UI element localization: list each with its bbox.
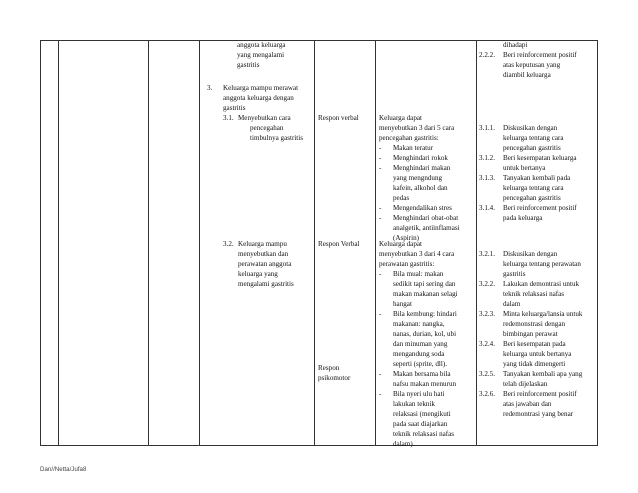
standard-1-item: kafein, alkohol dan — [393, 184, 448, 192]
intervention-text: pencegahan gastritis — [503, 194, 561, 202]
intervention-text: yang tidak dimengerti — [503, 360, 566, 368]
intervention-number: 3.2.1. — [479, 250, 495, 258]
standard-2-item: makan makanan selagi — [393, 290, 458, 298]
intervention-text: Tanyakan kembali apa yang — [503, 370, 583, 378]
intervention-text: keluarga untuk bertanya — [503, 350, 572, 358]
intervention-text: atas keputusan yang — [503, 61, 561, 69]
intervention-number: 3.2.2. — [479, 280, 495, 288]
goal-3-2-text: menyebutkan dan — [238, 250, 289, 258]
standard-2-item: nafsu makan menurun — [393, 380, 457, 388]
intervention-text: bimbingan perawat — [503, 330, 558, 338]
goal-3-2-number: 3.2. — [223, 240, 234, 248]
goal-3-text: anggota keluarga dengan — [223, 94, 294, 102]
intervention-text: pada keluarga — [503, 214, 543, 222]
goal-3-text: Keluarga mampu merawat — [223, 84, 299, 92]
bullet-dash: - — [379, 310, 382, 318]
standard-2-item: Makan bersama bila — [393, 370, 451, 378]
goal-3-number: 3. — [207, 84, 213, 92]
standard-2-item: lakukan teknik — [393, 400, 435, 408]
standard-1-item: Menghindari rokok — [393, 154, 448, 162]
standard-1-intro: pencegahan gastritis: — [379, 134, 439, 142]
standard-1-item: Menghindari makan — [393, 164, 451, 172]
intervention-text: Beri kesempatan pada — [503, 340, 566, 348]
goal-3-2-text: Keluarga mampu — [238, 240, 287, 248]
goal-3-1-text: timbulnya gastritis — [250, 134, 304, 142]
standard-2-item: relaksasi (mengikuti — [393, 410, 451, 418]
standard-2-item: pada saat diajarkan — [393, 420, 448, 428]
intervention-text: Beri reinforcement positif — [503, 51, 577, 59]
intervention-number: 3.1.1. — [479, 124, 495, 132]
standard-2-item: seperti (sprite, dll). — [393, 360, 447, 368]
standard-2-item: dalam) — [393, 440, 413, 448]
intervention-text: redemonstrasi dengan — [503, 320, 566, 328]
intervention-text: diambil keluarga — [503, 71, 551, 79]
standard-2-intro: menyebutkan 3 dari 4 cara — [379, 250, 455, 258]
intervention-number: 3.1.4. — [479, 204, 495, 212]
bullet-dash: - — [379, 204, 382, 212]
intervention-text: Beri reinforcement positif — [503, 390, 577, 398]
intervention-number: 2.2.2. — [479, 51, 495, 59]
standard-2-item: hangat — [393, 300, 412, 308]
intervention-text: Lakukan demontrasi untuk — [503, 280, 580, 288]
bullet-dash: - — [379, 214, 382, 222]
intervention-number: 3.1.3. — [479, 174, 495, 182]
standard-2-item: mengandung soda — [393, 350, 445, 358]
intervention-number: 3.1.2. — [479, 154, 495, 162]
standard-2-item: makanan: nangka, — [393, 320, 445, 328]
table-border-left — [40, 40, 41, 446]
intervention-continuation: dihadapi — [503, 41, 528, 49]
table-border-right — [597, 40, 598, 446]
criteria-respon-psikomotor: psikomotor — [318, 374, 351, 382]
bullet-dash: - — [379, 154, 382, 162]
standard-1-item: yang mengndung — [393, 174, 443, 182]
bullet-dash: - — [379, 370, 382, 378]
standard-1-item: Makan teratur — [393, 144, 433, 152]
goal-continuation-line: anggota keluarga — [237, 41, 286, 49]
intervention-text: Tanyakan kembali pada — [503, 174, 571, 182]
intervention-text: dalam — [503, 300, 521, 308]
intervention-text: redemontrasi yang benar — [503, 410, 574, 418]
standard-2-item: nanas, durian, kol, ubi — [393, 330, 457, 338]
intervention-text: keluarga tentang cara — [503, 184, 564, 192]
intervention-text: teknik relaksasi nafas — [503, 290, 565, 298]
intervention-text: keluarga tentang cara — [503, 134, 564, 142]
goal-3-2-text: mengalami gastritis — [238, 280, 294, 288]
bullet-dash: - — [379, 144, 382, 152]
standard-1-item: (Aspirin) — [393, 234, 420, 242]
goal-continuation-line: gastritis — [237, 61, 260, 69]
standard-1-item: Menghindari obat-obat — [393, 214, 459, 222]
bullet-dash: - — [379, 164, 382, 172]
standard-1-intro: Keluarga dapat — [379, 114, 423, 122]
standard-1-intro: menyebutkan 3 dari 5 cara — [379, 124, 455, 132]
standard-1-item: analgetik, antiinflamasi — [393, 224, 460, 232]
intervention-text: gastritis — [503, 270, 526, 278]
intervention-text: Diskusikan dengan — [503, 250, 558, 258]
intervention-text: pencegahan gastritis — [503, 144, 561, 152]
standard-2-intro: Keluarga dapat — [379, 240, 423, 248]
criteria-respon-psikomotor: Respon — [318, 364, 340, 372]
goal-3-1-number: 3.1. — [223, 114, 234, 122]
column-divider — [58, 40, 59, 446]
intervention-text: atas jawaban dan — [503, 400, 552, 408]
goal-3-1-text: Menyebutkan cara — [238, 114, 291, 122]
intervention-text: keluarga tentang perawatan — [503, 260, 581, 268]
column-divider — [375, 40, 376, 446]
column-divider — [476, 40, 477, 446]
bullet-dash: - — [379, 270, 382, 278]
intervention-text: Minta keluarga/lansia untuk — [503, 310, 583, 318]
intervention-text: Beri kesempatan keluarga — [503, 154, 577, 162]
standard-2-item: dan minuman yang — [393, 340, 448, 348]
standard-2-item: Bila kembung: hindari — [393, 310, 457, 318]
goal-3-2-text: keluarga yang — [238, 270, 278, 278]
intervention-number: 3.2.5. — [479, 370, 495, 378]
intervention-text: untuk bertanya — [503, 164, 546, 172]
standard-1-item: pedas — [393, 194, 410, 202]
standard-2-item: Bila mual: makan — [393, 270, 444, 278]
intervention-number: 3.2.4. — [479, 340, 495, 348]
intervention-number: 3.2.6. — [479, 390, 495, 398]
standard-2-item: teknik relaksasi nafas — [393, 430, 455, 438]
bullet-dash: - — [379, 390, 382, 398]
intervention-text: Diskusikan dengan — [503, 124, 558, 132]
column-divider — [314, 40, 315, 446]
column-divider — [148, 40, 149, 446]
goal-3-1-text: pencegahan — [250, 124, 284, 132]
criteria-respon-verbal: Respon Verbal — [318, 240, 360, 248]
column-divider — [199, 40, 200, 446]
table-border-bottom — [40, 445, 598, 446]
intervention-number: 3.2.3. — [479, 310, 495, 318]
goal-3-2-text: perawatan anggota — [238, 260, 292, 268]
page-footer: Dan//Netta/Jufa8 — [40, 466, 87, 473]
standard-2-item: sedikit tapi sering dan — [393, 280, 456, 288]
standard-1-item: Mengendalikan stres — [393, 204, 452, 212]
criteria-respon-verbal: Respon verbal — [318, 114, 359, 122]
goal-continuation-line: yang mengalami — [237, 51, 285, 59]
standard-2-item: Bila nyeri ulu hati — [393, 390, 445, 398]
standard-2-intro: perawatan gastritis: — [379, 260, 435, 268]
intervention-text: telah dijelaskan — [503, 380, 548, 388]
intervention-text: Beri reinforcement positif — [503, 204, 577, 212]
goal-3-text: gastritis — [223, 104, 246, 112]
